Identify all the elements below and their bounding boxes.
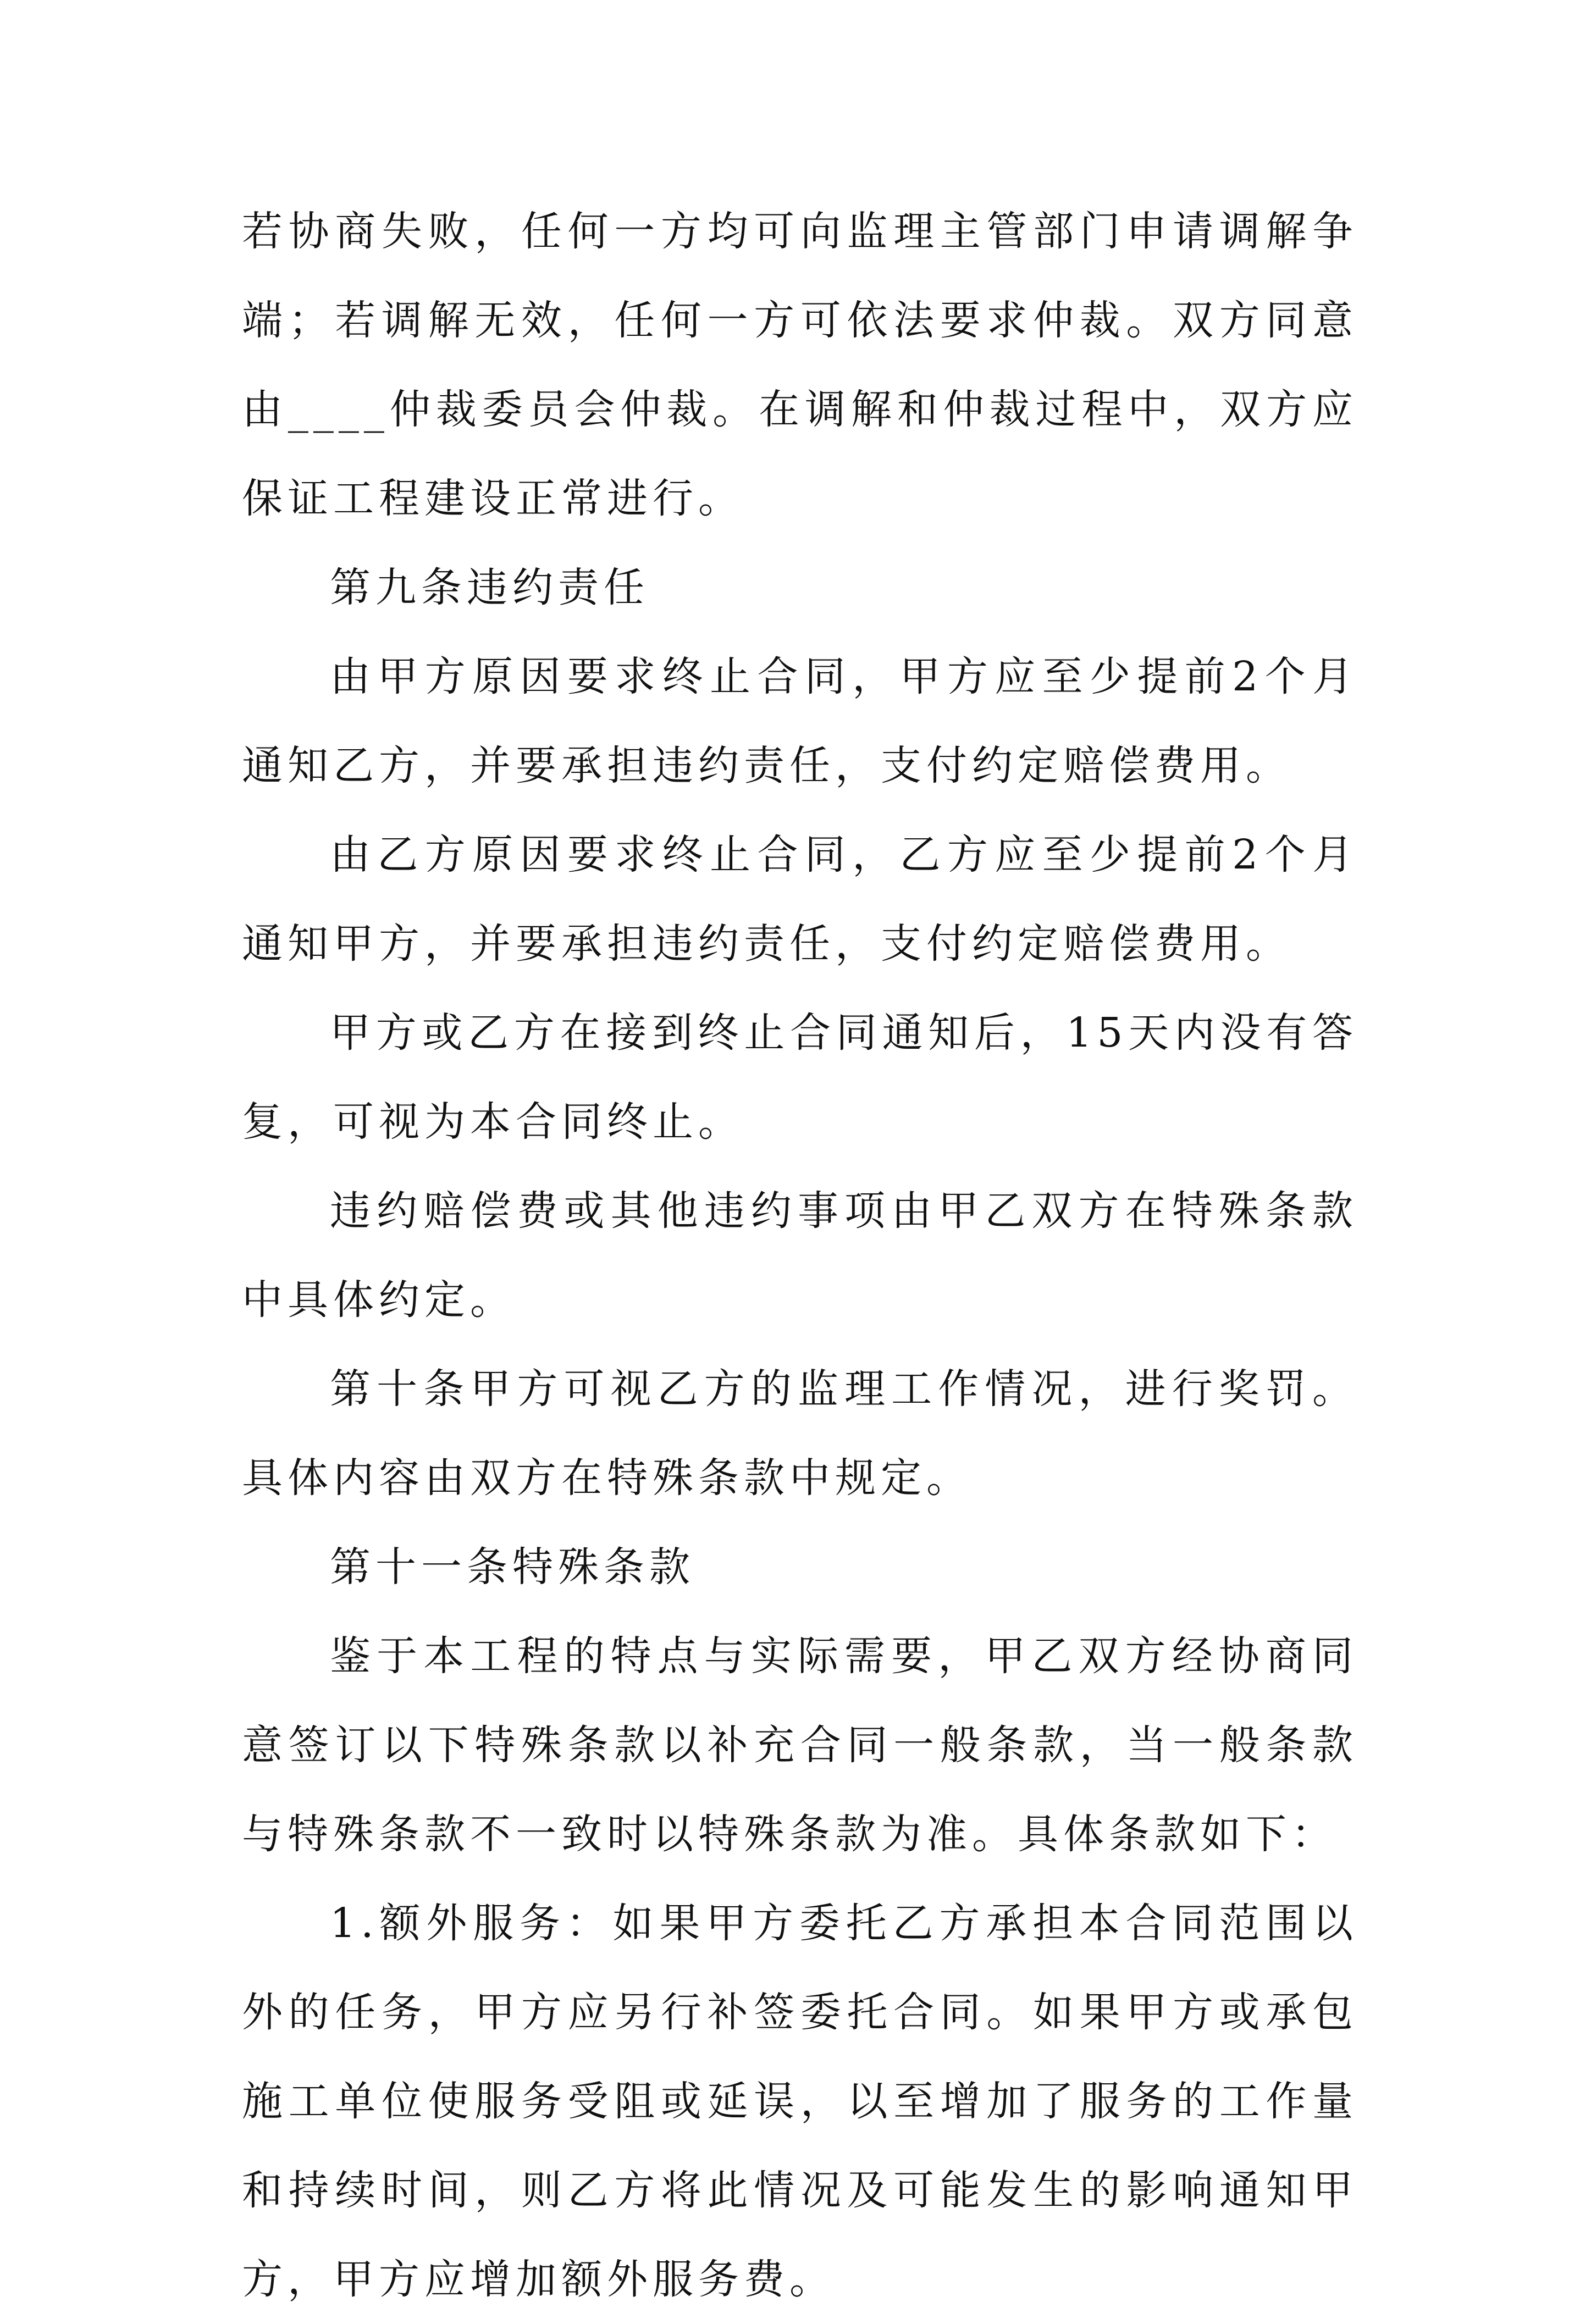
- paragraph-article-10: 第十条甲方可视乙方的监理工作情况，进行奖罚。具体内容由双方在特殊条款中规定。: [242, 1365, 1358, 1502]
- section-heading-article-9: 第九条违约责任: [330, 564, 649, 611]
- section-heading-article-11: 第十一条特殊条款: [330, 1543, 695, 1591]
- paragraph-party-b-termination: 由乙方原因要求终止合同，乙方应至少提前2个月通知甲方，并要承担违约责任，支付约定赔偿费用。: [242, 831, 1358, 967]
- paragraph-extra-services: 1.额外服务：如果甲方委托乙方承担本合同范围以外的任务，甲方应另行补签委托合同。如果甲方或承包施工单位使服务受阻或延误，以至增加了服务的工作量和持续时间，则乙方将此情况及可能发生的影响通知甲方，甲方应增加额外服务费。: [242, 1900, 1358, 2303]
- paragraph-no-reply-termination: 甲方或乙方在接到终止合同通知后，15天内没有答复，可视为本合同终止。: [242, 1009, 1358, 1146]
- paragraph-dispute-resolution: 若协商失败，任何一方均可向监理主管部门申请调解争端；若调解无效，任何一方可依法要求仲裁。双方同意由____仲裁委员会仲裁。在调解和仲裁过程中，双方应保证工程建设正常进行。: [242, 208, 1358, 522]
- paragraph-party-a-termination: 由甲方原因要求终止合同，甲方应至少提前2个月通知乙方，并要承担违约责任，支付约定赔偿费用。: [242, 653, 1358, 789]
- document-body: [242, 187, 1358, 2324]
- paragraph-breach-compensation: 违约赔偿费或其他违约事项由甲乙双方在特殊条款中具体约定。: [242, 1187, 1358, 1324]
- paragraph-special-terms-intro: 鉴于本工程的特点与实际需要，甲乙双方经协商同意签订以下特殊条款以补充合同一般条款，当一般条款与特殊条款不一致时以特殊条款为准。具体条款如下：: [242, 1633, 1358, 1858]
